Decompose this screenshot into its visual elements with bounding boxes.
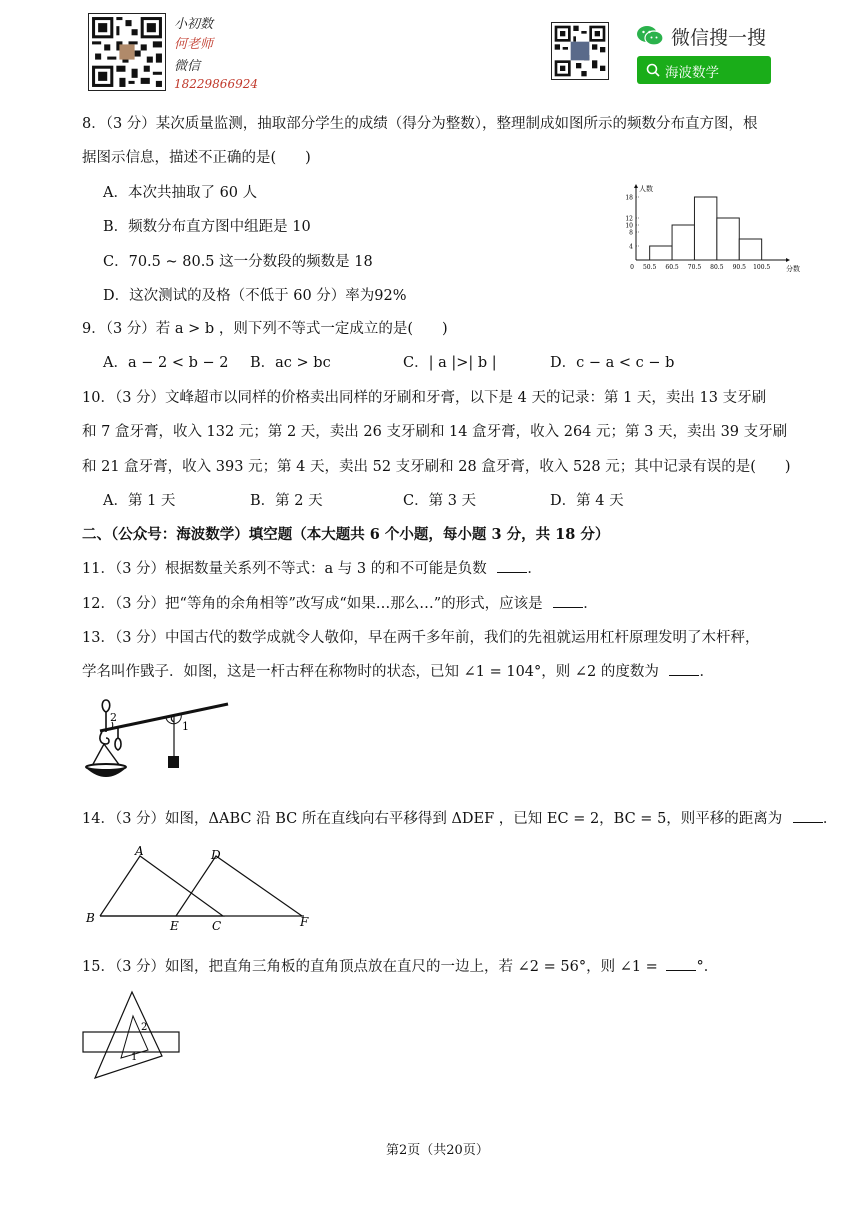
vertex-f: F xyxy=(300,915,309,929)
q8-option-a: A．本次共抽取了 60 人 xyxy=(103,185,258,201)
q8-option-d: D．这次测试的及格（不低于 60 分）率为92% xyxy=(103,288,407,304)
q9-option-b: B．ac > bc xyxy=(250,355,331,371)
y-axis-arrow xyxy=(634,184,638,188)
histogram-bar xyxy=(694,197,716,260)
search-icon xyxy=(646,63,660,77)
q13-line-2-text: 学名叫作戥子．如图，这是一杆古秤在称物时的状态，已知 ∠1 = 104°，则 ∠2 的度数为 xyxy=(82,664,659,680)
qr-code-left xyxy=(88,13,166,91)
x-tick-label: 70.5 xyxy=(687,264,702,271)
x-axis-arrow xyxy=(786,258,790,262)
x-tick-label: 90.5 xyxy=(732,264,746,271)
y-tick-label: 18 xyxy=(625,194,633,202)
y-tick-label: 12 xyxy=(625,215,633,223)
q9-option-a: A．a − 2 < b − 2 xyxy=(103,355,229,371)
q15-suffix: °． xyxy=(696,959,719,975)
q13-line-2 xyxy=(82,660,714,681)
vertex-c: C xyxy=(212,919,222,933)
q14-text: 14．（3 分）如图，ΔABC 沿 BC 所在直线向右平移得到 ΔDEF ，已知 EC = 2，BC = 5，则平移的距离为 xyxy=(82,811,783,827)
answer-blank xyxy=(553,606,583,608)
qr-code-right xyxy=(551,22,609,80)
answer-blank xyxy=(497,571,527,573)
q8-stem-line-2: 据图示信息，描述不正确的是( ) xyxy=(82,150,311,166)
q10-line-3: 和 21 盒牙膏，收入 393 元；第 4 天，卖出 52 支牙刷和 28 盒牙膏，收入 528 元；其中记录有误的是( ) xyxy=(82,459,791,475)
pan-string-right xyxy=(104,744,120,766)
period: ． xyxy=(822,811,838,827)
q10-line-1: 10．（3 分）文峰超市以同样的价格卖出同样的牙刷和牙膏，以下是 4 天的记录：第 1 天，卖出 13 支牙刷 xyxy=(82,390,767,406)
q10-option-c: C．第 3 天 xyxy=(403,493,477,509)
search-title: 微信搜一搜 xyxy=(671,27,767,49)
x-axis-label: 分数 xyxy=(786,265,800,273)
angle-1-label: 1 xyxy=(182,720,189,733)
contact-line: 小初数 xyxy=(174,17,214,32)
histogram-bar xyxy=(717,218,739,260)
wechat-icon xyxy=(636,24,664,48)
angle-2-label: 2 xyxy=(110,711,117,724)
frequency-histogram xyxy=(614,182,800,274)
translation-figure xyxy=(82,842,322,934)
period: ． xyxy=(527,561,542,577)
q9-stem: 9．（3 分）若 a > b ，则下列不等式一定成立的是( ) xyxy=(82,321,448,337)
pan-string-left xyxy=(92,744,104,766)
contact-line: 微信 xyxy=(174,59,201,74)
q9-option-c: C．| a |>| b | xyxy=(403,355,497,371)
answer-blank xyxy=(793,821,823,823)
contact-line: 何老师 xyxy=(174,37,214,52)
q11-text: 11．（3 分）根据数量关系列不等式：a 与 3 的和不可能是负数 xyxy=(82,561,487,577)
histogram-bar xyxy=(650,246,672,260)
counterweight xyxy=(168,756,179,768)
q13-line-1: 13．（3 分）中国古代的数学成就令人敬仰，早在两千多年前，我们的先祖就运用杠杆原理发明了木杆秤， xyxy=(82,630,760,646)
q10-line-2: 和 7 盒牙膏，收入 132 元；第 2 天，卖出 26 支牙刷和 14 盒牙膏，收入 264 元；第 3 天，卖出 39 支牙刷 xyxy=(82,424,788,440)
q15 xyxy=(82,955,718,976)
q10-option-d: D．第 4 天 xyxy=(550,493,624,509)
hook-center xyxy=(100,732,109,744)
y-tick-label: 4 xyxy=(629,243,633,251)
search-account-label: 海波数学 xyxy=(665,65,719,81)
vertex-e: E xyxy=(170,919,179,933)
x-tick-label: 80.5 xyxy=(710,264,724,271)
q8-option-c: C．70.5 ~ 80.5 这一分数段的频数是 18 xyxy=(103,254,373,270)
x-tick-label: 50.5 xyxy=(642,264,657,271)
q11 xyxy=(82,557,542,578)
x-tick-label: 100.5 xyxy=(753,264,771,271)
steelyard-figure xyxy=(82,694,232,786)
ruler-triangle-figure xyxy=(80,988,190,1080)
right-triangle-outer xyxy=(95,992,162,1078)
angle-2-label: 2 xyxy=(141,1022,148,1033)
answer-blank xyxy=(666,969,696,971)
triangle-abc xyxy=(100,856,223,916)
hook-top-loop xyxy=(102,700,110,732)
y-tick-label: 10 xyxy=(625,222,633,230)
vertex-d: D xyxy=(211,848,221,862)
q10-option-a: A．第 1 天 xyxy=(103,493,176,509)
answer-blank xyxy=(669,674,699,676)
hook-side-loop xyxy=(115,728,121,750)
q8-stem-line-1: 8．（3 分）某次质量监测，抽取部分学生的成绩（得分为整数），整理制成如图所示的频数分布直方图，根 xyxy=(82,116,758,132)
contact-phone: 18229866924 xyxy=(174,77,258,91)
angle-1-label: 1 xyxy=(131,1052,138,1063)
q10-option-b: B．第 2 天 xyxy=(250,493,323,509)
pan-rim xyxy=(86,764,126,770)
triangle-def xyxy=(176,856,302,916)
wechat-search-header xyxy=(636,22,776,50)
histogram-bar xyxy=(739,239,761,260)
q15-text: 15．（3 分）如图，把直角三角板的直角顶点放在直尺的一边上，若 ∠2 = 56°，则 ∠1 = xyxy=(82,959,658,975)
period: ． xyxy=(583,596,598,612)
search-account-button[interactable] xyxy=(637,56,771,84)
y-axis-label: 人数 xyxy=(639,185,653,193)
section-heading: 二、（公众号：海波数学）填空题（本大题共 6 个小题，每小题 3 分，共 18 分） xyxy=(82,526,610,543)
page-footer: 第2页（共20页） xyxy=(386,1143,489,1158)
q12-text: 12．（3 分）把“等角的余角相等”改写成“如果…那么…”的形式，应该是 xyxy=(82,596,543,612)
period: ． xyxy=(699,664,714,680)
q14 xyxy=(82,807,837,828)
vertex-b: B xyxy=(86,911,95,925)
q8-option-b: B．频数分布直方图中组距是 10 xyxy=(103,219,311,235)
origin-label: 0 xyxy=(630,264,634,271)
histogram-bar xyxy=(672,225,694,260)
steelyard-beam xyxy=(100,704,228,731)
y-tick-label: 8 xyxy=(629,229,633,237)
x-tick-label: 60.5 xyxy=(665,264,679,271)
q12 xyxy=(82,592,598,613)
ruler xyxy=(83,1032,179,1052)
q9-option-d: D．c − a < c − b xyxy=(550,355,675,371)
vertex-a: A xyxy=(135,844,144,858)
